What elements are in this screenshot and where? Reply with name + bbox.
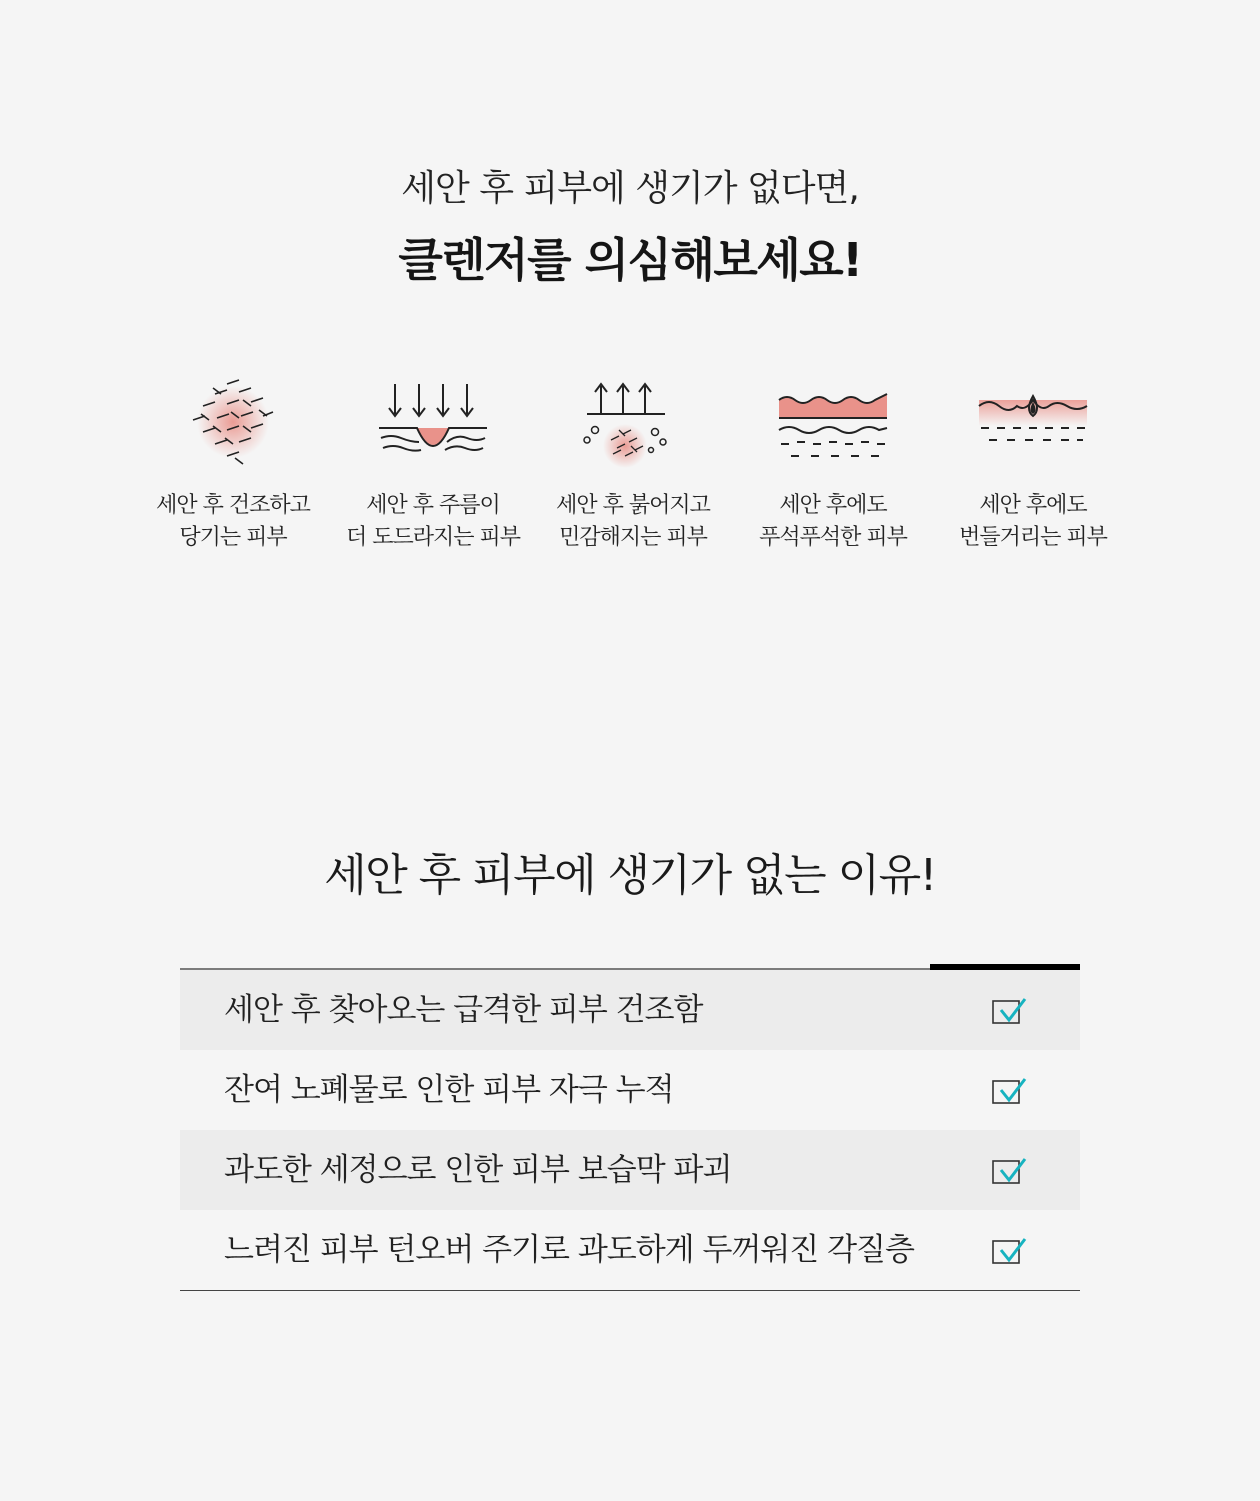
wrinkle-icon bbox=[373, 370, 493, 470]
reason-text: 느려진 피부 턴오버 주기로 과도하게 두꺼워진 각질층 bbox=[224, 1232, 914, 1268]
reason-row bbox=[180, 1210, 1080, 1290]
symptom-oily bbox=[933, 370, 1133, 554]
reason-row bbox=[180, 1050, 1080, 1130]
reason-text: 잔여 노폐물로 인한 피부 자극 누적 bbox=[224, 1072, 674, 1108]
reason-text: 과도한 세정으로 인한 피부 보습막 파괴 bbox=[224, 1152, 732, 1188]
symptom-label: 세안 후 건조하고 당기는 피부 bbox=[156, 493, 310, 550]
symptom-label: 세안 후 주름이 더 도드라지는 피부 bbox=[345, 493, 520, 550]
check-icon bbox=[992, 1156, 1028, 1186]
reason-row bbox=[180, 970, 1080, 1050]
symptom-label: 세안 후 붉어지고 민감해지는 피부 bbox=[556, 493, 710, 550]
rough-skin-icon bbox=[773, 370, 893, 470]
hero-subtitle: 세안 후 피부에 생기가 없다면, bbox=[401, 168, 859, 209]
check-icon bbox=[992, 1236, 1028, 1266]
symptom-redness bbox=[533, 370, 733, 554]
reason-text: 세안 후 찾아오는 급격한 피부 건조함 bbox=[224, 992, 703, 1028]
symptom-wrinkle bbox=[333, 370, 533, 554]
symptom-label: 세안 후에도 푸석푸석한 피부 bbox=[759, 493, 907, 550]
dry-skin-icon bbox=[173, 370, 293, 470]
reason-row bbox=[180, 1130, 1080, 1210]
reasons-title: 세안 후 피부에 생기가 없는 이유! bbox=[324, 850, 936, 901]
symptom-dry bbox=[133, 370, 333, 554]
symptom-rough bbox=[733, 370, 933, 554]
symptom-list bbox=[133, 370, 1133, 570]
redness-icon bbox=[573, 370, 693, 470]
symptom-label: 세안 후에도 번들거리는 피부 bbox=[959, 493, 1107, 550]
hero-title: 클렌저를 의심해보세요! bbox=[398, 233, 862, 287]
oily-skin-icon bbox=[973, 370, 1093, 470]
check-icon bbox=[992, 1076, 1028, 1106]
reason-list bbox=[180, 968, 1080, 1291]
check-icon bbox=[992, 996, 1028, 1026]
